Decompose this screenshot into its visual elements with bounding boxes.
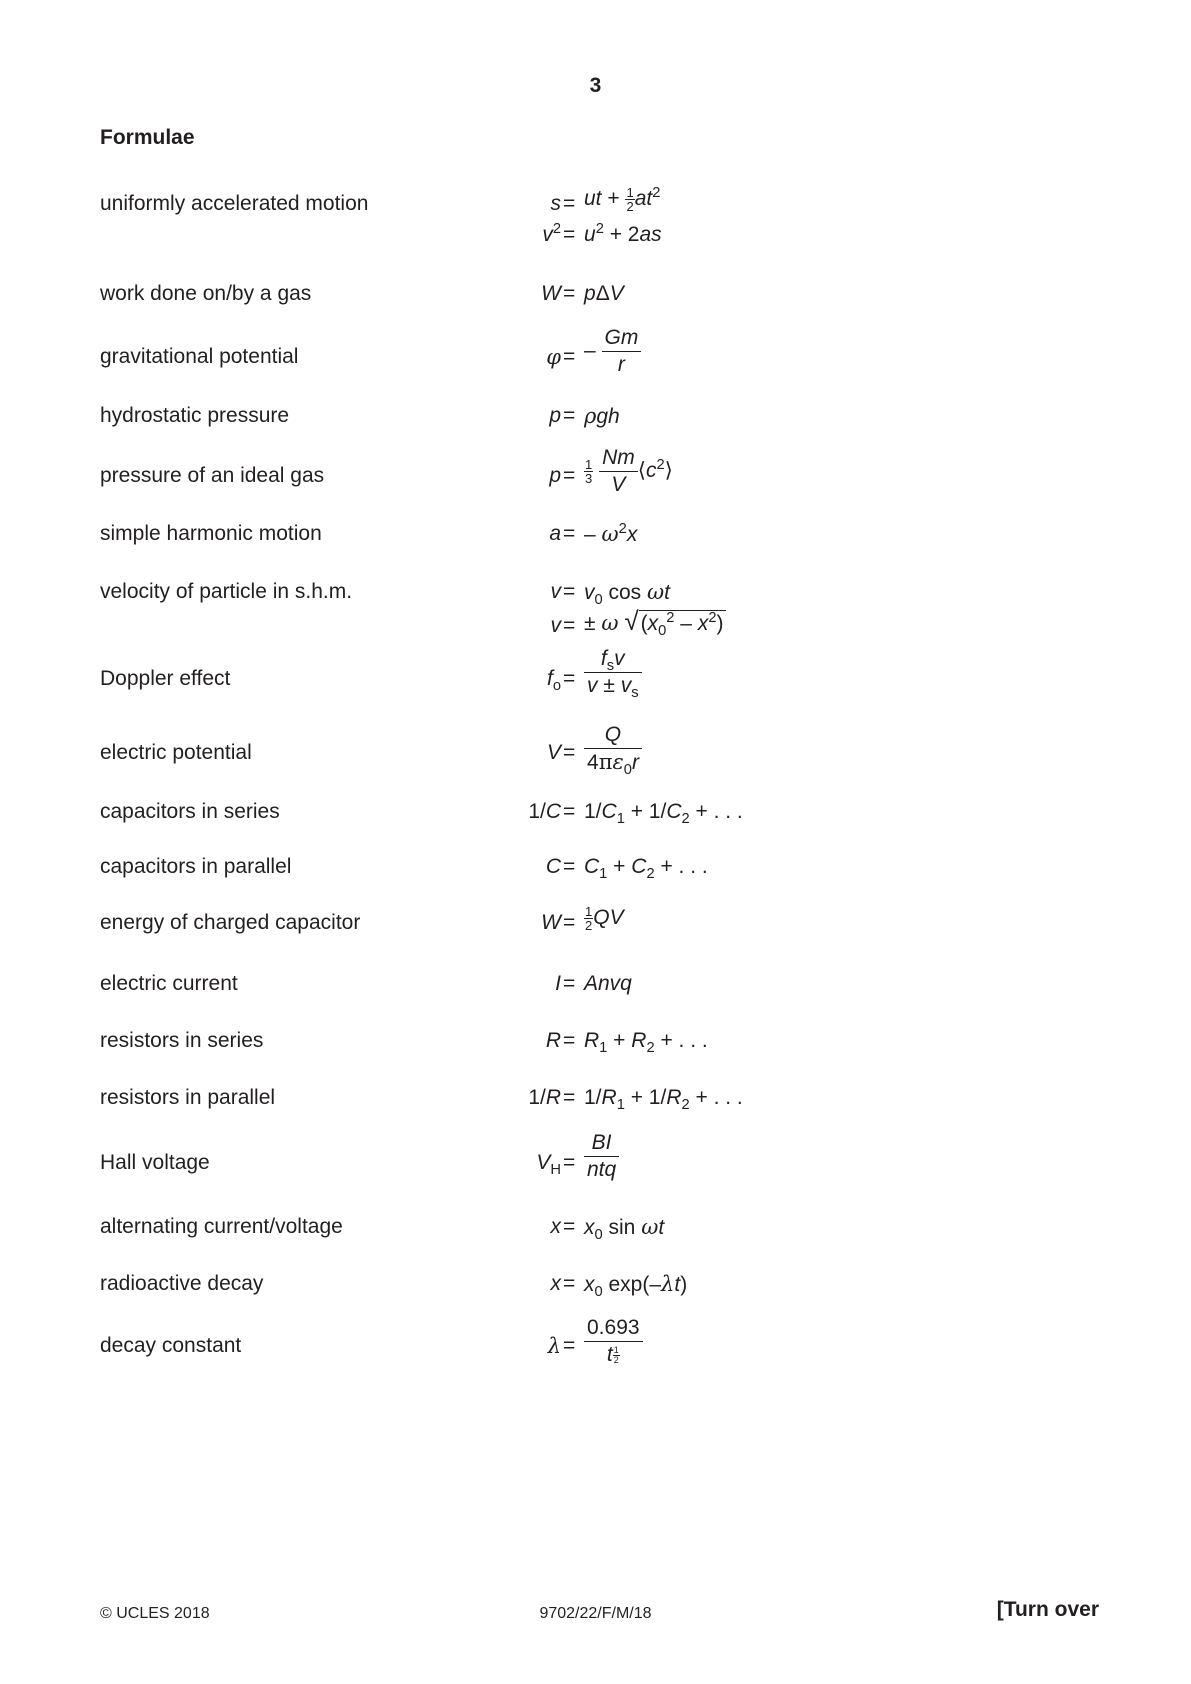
equals-sign: = [563, 404, 576, 427]
formula-rhs: $\frac{1}{2}$ QV [585, 904, 624, 933]
page-title: Formulae [100, 126, 195, 149]
equals-sign: = [563, 1086, 576, 1109]
equals-sign: = [563, 345, 576, 368]
formula-label: alternating current/voltage [100, 1215, 343, 1238]
formula-label: electric potential [100, 741, 252, 764]
paper-code: 9702/22/F/M/18 [539, 1605, 652, 1622]
formula-rhs: ut + $\frac{1}{2}$ $at^2$ [584, 185, 661, 214]
formula-label: pressure of an ideal gas [100, 464, 325, 487]
formula-rhs: 0.693 t $\frac{1}{2}$ [584, 1316, 643, 1367]
formula-lhs: v [550, 614, 561, 637]
formula-label: work done on/by a gas [100, 282, 312, 305]
equals-sign: = [563, 972, 576, 995]
formula-label: resistors in series [100, 1029, 264, 1052]
equals-sign: = [563, 282, 576, 305]
formula-rhs: $v_0$ cos ωt [584, 580, 670, 609]
formula-rhs: $u^2 + 2as$ [584, 221, 662, 246]
equals-sign: = [563, 223, 576, 246]
formula-rhs: $1/R_1 + 1/R_2$ + . . . [584, 1086, 743, 1114]
formula-rhs: pΔV [584, 282, 624, 305]
equals-sign: = [563, 855, 576, 878]
copyright-text: © UCLES 2018 [100, 1605, 210, 1622]
formula-lhs: $v^2$ [542, 221, 561, 246]
formula-label: energy of charged capacitor [100, 911, 361, 934]
turn-over-text: [Turn over [996, 1598, 1099, 1621]
formula-lhs: V [546, 741, 561, 764]
formula-lhs: 1/C [528, 800, 561, 823]
equals-sign: = [563, 1272, 576, 1295]
formula-lhs: λ [547, 1334, 561, 1358]
formula-rhs: $\frac{BI}{\text{ntq}}$ [584, 1131, 619, 1182]
formula-lhs: I [555, 972, 561, 995]
formula-label: hydrostatic pressure [100, 404, 290, 427]
equals-sign: = [563, 800, 576, 823]
formula-rhs: – $\frac{Gm}{r}$ [584, 326, 641, 377]
formula-label: simple harmonic motion [100, 522, 322, 545]
formula-rhs: ρgh [584, 404, 620, 428]
formula-rhs: $\frac{f_sv}{v \pm v_s}$ [584, 647, 642, 698]
equals-sign: = [563, 1215, 576, 1238]
formula-lhs: v [550, 580, 561, 603]
formula-lhs: $f_o$ [546, 667, 561, 695]
formula-label: gravitational potential [100, 345, 299, 368]
formula-rhs: $\frac{1}{3}$ $\frac{Nm}{V}$ $⟨c^2⟩$ [585, 446, 673, 496]
equals-sign: = [563, 911, 576, 934]
formula-lhs: a [549, 522, 561, 545]
formula-lhs: 1/R [528, 1086, 561, 1109]
page-number: 3 [589, 74, 602, 97]
equals-sign: = [563, 522, 576, 545]
equals-sign: = [563, 464, 576, 487]
formula-label: Hall voltage [100, 1151, 210, 1174]
formula-label: capacitors in series [100, 800, 280, 823]
formula-rhs: $R_1 + R_2$ + . . . [584, 1029, 708, 1057]
formula-lhs: φ [546, 345, 561, 369]
formula-label: capacitors in parallel [100, 855, 292, 878]
equals-sign: = [563, 192, 576, 215]
equals-sign: = [563, 580, 576, 603]
equals-sign: = [563, 1334, 576, 1357]
equals-sign: = [563, 614, 576, 637]
formula-lhs: $V_H$ [536, 1151, 561, 1179]
formula-label: velocity of particle in s.h.m. [100, 580, 353, 603]
formula-lhs: p [549, 404, 561, 427]
formula-lhs: x [550, 1272, 561, 1295]
formula-lhs: W [541, 911, 561, 934]
formula-rhs: $x_0$ exp(–λt) [584, 1272, 688, 1301]
formula-label: uniformly accelerated motion [100, 192, 369, 215]
formula-lhs: W [541, 282, 561, 305]
formula-rhs: ± ω $√(x_0^2 - x^2)$ [584, 606, 724, 640]
formula-label: resistors in parallel [100, 1086, 276, 1109]
equals-sign: = [563, 1151, 576, 1174]
formula-rhs: $1/C_1 + 1/C_2$ + . . . [584, 800, 743, 828]
formula-rhs: $C_1 + C_2$ + . . . [584, 855, 708, 883]
formula-label: decay constant [100, 1334, 242, 1357]
formula-label: Doppler effect [100, 667, 231, 690]
formula-lhs: s [550, 192, 561, 215]
formula-rhs: $x_0$ sin ωt [584, 1215, 665, 1244]
equals-sign: = [563, 1029, 576, 1052]
formula-lhs: x [550, 1215, 561, 1238]
equals-sign: = [563, 741, 576, 764]
formula-rhs: – $\omega^2x$ [584, 521, 638, 546]
formula-label: electric current [100, 972, 238, 995]
formula-lhs: R [545, 1029, 561, 1052]
formula-label: radioactive decay [100, 1272, 264, 1295]
formula-lhs: C [545, 855, 561, 878]
formula-rhs: Anvq [584, 972, 632, 995]
formula-lhs: p [549, 464, 561, 487]
equals-sign: = [563, 667, 576, 690]
formula-rhs: $\frac{Q}{4\pi\varepsilon_0r}$ [584, 723, 642, 775]
